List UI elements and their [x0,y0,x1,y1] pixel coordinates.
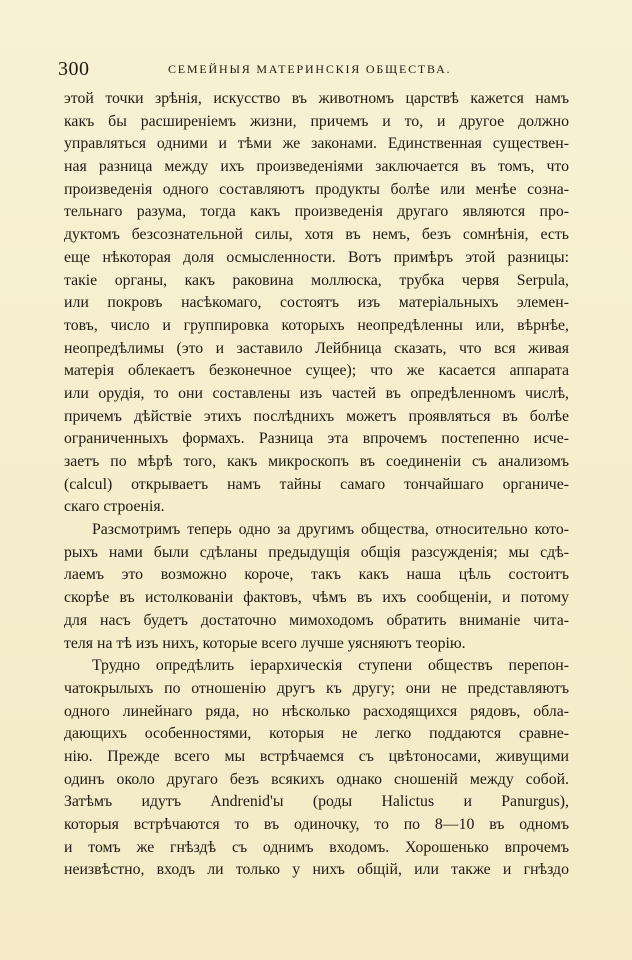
text-line: лаемъ это возможно короче, такъ какъ наша цѣль состоитъ [64,566,569,584]
text-line: и томъ же гнѣздѣ съ однимъ входомъ. Хорошенько впрочемъ [64,838,569,856]
text-line: ная разница между ихъ произведеніями заключается въ томъ, что [64,158,569,176]
running-head: СЕМЕЙНЫЯ МАТЕРИНСКІЯ ОБЩЕСТВА. [168,62,452,76]
paragraph-2 [64,519,569,655]
text-line: матерія облекаетъ безконечное сущее); что же касается аппарата [64,362,569,380]
text-line: ограниченныхъ формахъ. Разница эта впрочемъ постепенно исче- [64,430,569,448]
text-line: дуктомъ безсознательной силы, хотя въ немъ, безъ сомнѣнія, есть [64,226,569,244]
text-line: дающихъ особенностями, которыя не легко поддаются сравне- [64,725,569,743]
text-line: Разсмотримъ теперь одно за другимъ общества, относительно кото- [92,521,569,539]
page-number: 300 [58,58,90,80]
text-line: рыхъ нами были сдѣланы предыдущія общія разсужденія; мы сдѣ- [64,543,569,561]
text-line: какъ бы расширеніемъ жизни, причемъ и то, и другое должно [64,112,569,130]
text-line: произведенія одного составляютъ продукты болѣе или менѣе созна- [64,180,569,198]
text-line: одинъ около другаго безъ всякихъ однако сношеній между собой. [64,770,569,788]
text-line: которыя встрѣчаются то въ одиночку, то по 8—10 въ одномъ [64,816,569,833]
text-line: (calcul) открываетъ намъ тайны самаго тончайшаго органиче- [64,475,569,493]
text-line: неизвѣстно, входъ ли только у нихъ общій, или также и гнѣздо [64,861,569,879]
text-line: этой точки зрѣнія, искусство въ животномъ царствѣ кажется намъ [64,90,569,107]
text-line: Затѣмъ идутъ Andrenid'ы (роды Halictus и Panurgus), [64,793,569,811]
text-line: товъ, число и группировка которыхъ неопредѣленны или, вѣрнѣе, [64,316,569,334]
text-line: такіе органы, какъ раковина моллюска, трубка червя Serpula, [64,271,569,289]
paragraph-1 [64,88,569,519]
page-header [58,58,574,82]
text-line: одного линейнаго ряда, но нѣсколько расходящихся рядовъ, обла- [64,702,569,720]
text-line: неопредѣлимы (это и заставило Лейбница сказать, что вся живая [64,339,569,357]
text-line: причемъ дѣйствіе этихъ послѣднихъ можетъ проявляться въ болѣе [64,407,569,425]
paragraph-3 [64,655,569,882]
text-line: чатокрылыхъ по отношенію другъ къ другу; они не представляютъ [64,679,569,697]
text-line: теля на тѣ изъ нихъ, которые всего лучше уясняютъ теорію. [64,634,466,652]
page-body [64,88,569,882]
text-line: или покровъ насѣкомаго, состоятъ изъ матеріальныхъ элемен- [64,294,569,312]
text-line: или орудія, то они составлены изъ частей въ опредѣленномъ числѣ, [64,384,569,402]
text-line: нію. Прежде всего мы встрѣчаемся съ цвѣтоносами, живущими [64,747,569,765]
text-line: скорѣе въ истолкованіи фактовъ, чѣмъ въ ихъ сообщеніи, и потому [64,589,569,607]
text-line: Трудно опредѣлить іерархическія ступени обществъ перепон- [92,657,569,675]
text-line: скаго строенія. [64,498,165,516]
text-line: для насъ будетъ достаточно мимоходомъ обратить вниманіе чита- [64,611,569,629]
text-line: тельнаго разума, тогда какъ произведенія другаго являются про- [64,203,569,221]
text-line: еще нѣкоторая доля осмысленности. Вотъ примѣръ этой разницы: [64,248,569,266]
text-line: заетъ по мѣрѣ того, какъ микроскопъ въ соединеніи съ анализомъ [64,453,569,470]
text-line: управляться одними и тѣми же законами. Единственная существен- [64,135,569,153]
